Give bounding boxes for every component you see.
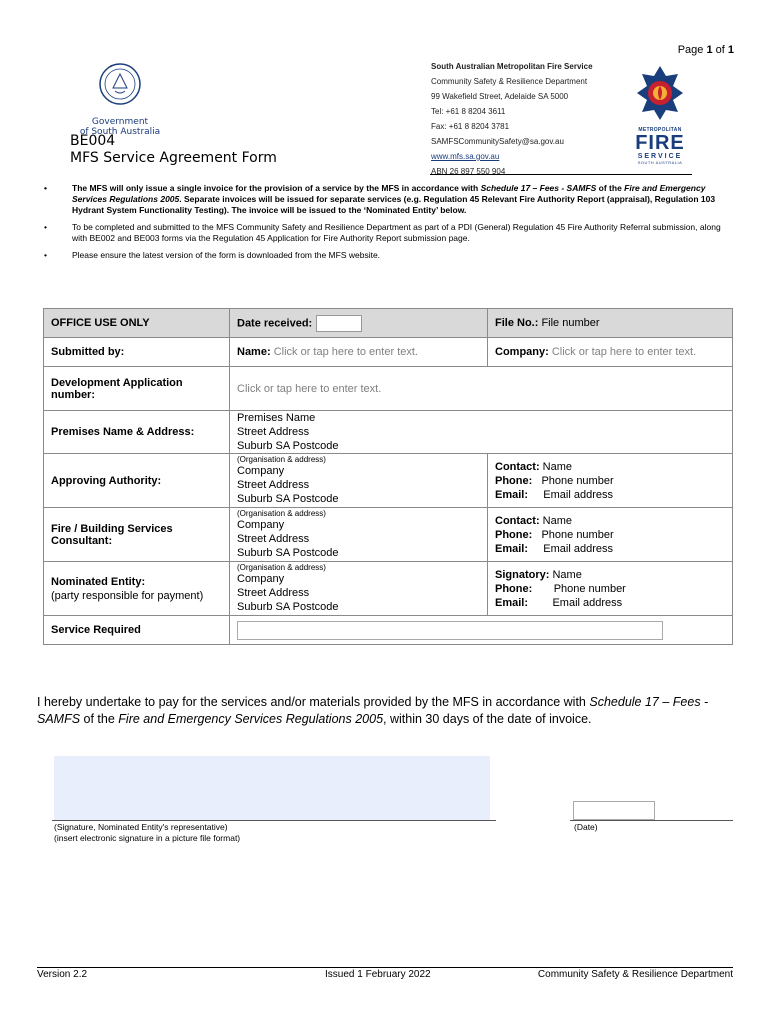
mfs-contact-block xyxy=(431,59,593,179)
government-logo xyxy=(70,60,170,137)
submitter-company-cell: Company: Click or tap here to enter text. xyxy=(488,338,733,367)
approving-authority-row xyxy=(44,454,733,508)
office-use-row xyxy=(44,309,733,338)
mfs-logo-fire: FIRE xyxy=(635,132,685,154)
mfs-dept: Community Safety & Resilience Department xyxy=(431,77,588,86)
premises-label: Premises Name & Address: xyxy=(44,411,230,454)
form-code: BE004 xyxy=(70,133,116,149)
mfs-fax: Fax: +61 8 8204 3781 xyxy=(431,122,510,131)
premises-input[interactable]: Premises Name Street Address Suburb SA Postcode xyxy=(230,411,733,454)
submitter-company-input[interactable]: Click or tap here to enter text. xyxy=(551,345,697,358)
submitted-by-row xyxy=(44,338,733,367)
signature-line xyxy=(52,820,496,821)
instruction-invoice: • The MFS will only issue a single invoice for the provision of a service by the MFS in accordance with Schedule 17 – Fees - SAMFS of the Fire and Emergency Services Regulations 2005. Separate invoices will be issued for separate services (e.g. Regulation 45 Relevant Fire Authority Report (appraisal), Regulation 103 Hydrant System Functionality Testing). The invoice will be issued to the ‘Nominated Entity’ below. xyxy=(44,183,716,215)
fire-badge-icon xyxy=(635,64,685,122)
undertaking-statement: I hereby undertake to pay for the services and/or materials provided by the MFS in accordance with Schedule 17 – Fees - SAMFS of the Fire and Emergency Services Regulations 2005, within 30 days of the date of invoice. xyxy=(37,695,709,726)
footer-issued: Issued 1 February 2022 xyxy=(325,969,431,980)
nominated-entity-org-input[interactable]: (Organisation & address) Company Street Address Suburb SA Postcode xyxy=(230,562,488,616)
service-required-cell xyxy=(230,616,733,645)
file-no-value[interactable]: File number xyxy=(541,317,600,329)
date-received-input[interactable] xyxy=(316,315,362,332)
instructions-list xyxy=(40,183,730,267)
mfs-logo-sa: SOUTH AUSTRALIA xyxy=(637,160,683,165)
footer-divider xyxy=(37,967,733,968)
mfs-tel: Tel: +61 8 8204 3611 xyxy=(431,107,506,116)
date-caption: (Date) xyxy=(574,822,598,832)
date-received-cell: Date received: xyxy=(230,309,488,338)
office-use-label: OFFICE USE ONLY xyxy=(44,309,230,338)
dev-app-input[interactable]: Click or tap here to enter text. xyxy=(230,367,733,411)
mfs-website-link[interactable]: www.mfs.sa.gov.au xyxy=(431,152,500,161)
mfs-abn: ABN 26 897 550 904 xyxy=(431,167,506,176)
instruction-latest-version: • Please ensure the latest version of the form is downloaded from the MFS website. xyxy=(44,250,381,260)
consultant-org-input[interactable]: (Organisation & address) Company Street Address Suburb SA Postcode xyxy=(230,508,488,562)
instruction-submission: • To be completed and submitted to the MFS Community Safety and Resilience Department as part of a PDI (General) Regulation 45 Fire Authority Referral submission, along with BE002 and BE003 forms via the Regulation 45 Application for Fire Authority Report submission page. xyxy=(44,222,721,243)
premises-row xyxy=(44,411,733,454)
consultant-contact[interactable]: Contact: Name Phone: Phone number Email: Email address xyxy=(488,508,733,562)
date-line xyxy=(570,820,733,821)
file-no-cell: File No.: File number xyxy=(488,309,733,338)
mfs-logo-service: SERVICE xyxy=(637,153,683,160)
nominated-entity-signatory[interactable]: Signatory: Name Phone: Phone number Email: Email address xyxy=(488,562,733,616)
nominated-entity-label: Nominated Entity: (party responsible for payment) xyxy=(44,562,230,616)
approving-authority-contact[interactable]: Contact: Name Phone: Phone number Email: Email address xyxy=(488,454,733,508)
gov-line2: of South Australia xyxy=(79,127,161,137)
mfs-logo-metropolitan: METROPOLITAN xyxy=(638,127,682,133)
footer-version: Version 2.2 xyxy=(37,969,88,980)
footer-department: Community Safety & Resilience Department xyxy=(537,969,733,980)
nominated-entity-row xyxy=(44,562,733,616)
signature-date-input[interactable] xyxy=(573,801,655,820)
submitted-by-label: Submitted by: xyxy=(44,338,230,367)
submitter-name-cell: Name: Click or tap here to enter text. xyxy=(230,338,488,367)
dev-app-row xyxy=(44,367,733,411)
approving-authority-label: Approving Authority: xyxy=(44,454,230,508)
service-agreement-table xyxy=(43,308,733,645)
submitter-name-input[interactable]: Click or tap here to enter text. xyxy=(273,346,418,358)
consultant-row xyxy=(44,508,733,562)
mfs-org: South Australian Metropolitan Fire Service xyxy=(431,62,593,71)
service-required-input[interactable] xyxy=(237,621,663,640)
form-title: MFS Service Agreement Form xyxy=(70,150,277,166)
mfs-address: 99 Wakefield Street, Adelaide SA 5000 xyxy=(431,92,569,101)
mfs-email[interactable]: SAMFSCommunitySafety@sa.gov.au xyxy=(431,137,564,146)
consultant-label: Fire / Building Services Consultant: xyxy=(44,508,230,562)
page-number: Page 1 of 1 xyxy=(677,44,734,56)
signature-caption: (Signature, Nominated Entity's representative) (insert electronic signature in a picture file format) xyxy=(54,822,241,843)
dev-app-label: Development Application number: xyxy=(44,367,230,411)
approving-authority-org-input[interactable]: (Organisation & address) Company Street Address Suburb SA Postcode xyxy=(230,454,488,508)
service-required-row xyxy=(44,616,733,645)
gov-line1: Government xyxy=(91,117,149,127)
header-divider xyxy=(430,174,692,175)
service-required-label: Service Required xyxy=(44,616,230,645)
mfs-logo xyxy=(630,64,690,165)
sa-crest-icon xyxy=(93,60,147,108)
signature-field[interactable] xyxy=(54,756,490,820)
